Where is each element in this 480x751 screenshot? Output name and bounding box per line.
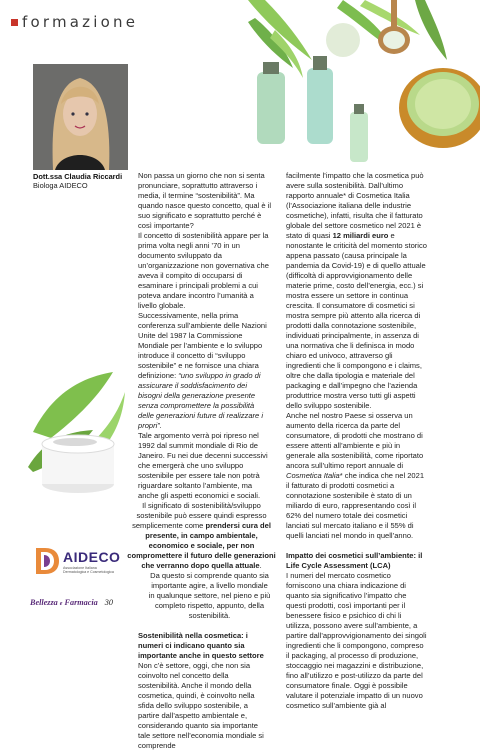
magazine-brand	[30, 598, 98, 607]
cosmetics-still-life-image	[215, 0, 480, 190]
paragraph	[126, 501, 277, 571]
wicker-ball	[326, 23, 360, 57]
author-portrait	[33, 64, 128, 170]
text-run: * che indica che nel 2021 il fatturato di prodotti cosmetici a connotazione sostenibile è stato di un miliardo di euro, rappresentando così il 62% del numero totale dei cosmetici lanciati sul mercato italiano e il 55% di quelli lanciati nel mondo in quell’anno.	[286, 471, 425, 540]
author-name: Dott.ssa Claudia Riccardi	[33, 172, 123, 181]
bowl	[399, 68, 480, 148]
author-credit	[33, 172, 122, 190]
aideco-logo-subtitle: Associazione Italiana Dermatologica e Cosmetologica	[63, 566, 114, 574]
text-run: Cosmetica Italia	[286, 471, 340, 480]
aideco-logo-icon	[33, 546, 63, 576]
aideco-logo-name: AIDECO	[63, 549, 121, 565]
paragraph: Non passa un giorno che non si senta pronunciare, soprattutto attraverso i media, il termine “sostenibilità”. Ma quando nasce questo concetto, qual è il suo significato e soprattutto perché è così importante?	[138, 171, 272, 230]
section-header	[11, 13, 138, 31]
paragraph: Il concetto di sostenibilità appare per la prima volta negli anni ’70 in un documento sviluppato da un’organizzazione non governativa che aveva il compito di occuparsi di esaminare i principali problemi a cui poteva andare incontro l’umanità a livello globale.	[138, 231, 269, 310]
text-run: Anche nel nostro Paese si osserva un aumento della ricerca da parte del consumatore, di prodotti che mostrano di essere attenti all’ambiente e più in generale alla sostenibilità, come riportato ancora sull’ultimo report annuale di	[286, 411, 424, 470]
definition-quote: “uno sviluppo in grado di assicurare il soddisfacimento dei bisogni della generazione presente senza compromettere la possibilità delle generazioni future di realizzare i propri”.	[138, 371, 264, 430]
brand-part: e	[59, 601, 63, 607]
subheading: Impatto dei cosmetici sull’ambiente: il Life Cycle Assessment (LCA)	[286, 551, 423, 570]
author-role: Biologa AIDECO	[33, 181, 88, 190]
paragraph	[138, 311, 271, 431]
cosmetic-jar-image	[23, 372, 128, 497]
highlighted-figure: 12 miliardi euro	[332, 231, 389, 240]
subheading: Sostenibilità nella cosmetica: i numeri ci indicano quanto sia importante anche in questo settore	[138, 631, 264, 660]
article-column-2	[286, 171, 427, 711]
text-run: facilmente l’impatto che la cosmetica può avere sulla sostenibilità. Dall’ultimo rapporto annuale* di Cosmetica Italia (l’Associazione italiana delle industrie cosmetiche), infatti, risulta che il fatturato globale del settore cosmetico nel 2021 è stato di quasi	[286, 171, 424, 240]
paragraph: I numeri del mercato cosmetico forniscono una chiara indicazione di quanto sia significativo l’impatto che questi prodotti, così importanti per il benessere fisico e psichico di chi li utilizza, possono avere sull’ambiente, a partire dall’approvvigionamento dei singoli ingredienti che li compongono, compreso il packaging, al processo di produzione, stoccaggio nei magazzini e distribuzione, fino all’utilizzo e post-utilizzo da parte del consumatore finale. Oggi è possibile valutare il potenziale impatto di un nuovo cosmetico sull’ambiente già al	[286, 571, 427, 710]
page-footer	[30, 598, 113, 607]
text-run: Il significato di sostenibilità/sviluppo sostenibile può essere quindi espresso semplicemente come	[132, 501, 267, 530]
paragraph: Da questo si comprende quanto sia importante agire, a livello mondiale in qualunque settore, nel pieno e più completo rispetto, appunto, della sostenibilità.	[148, 571, 271, 620]
page-number: 30	[104, 598, 113, 607]
text-run: e nonostante le criticità del momento storico appena passato (causa principale la pandemia da Covid-19) e di quello attuale (difficoltà di approvvigionamento delle materie prime, costo dell’energia, ecc.) si mostra essere un settore in continua crescita. Il consumatore di cosmetici si mostra sempre più attento alla ricerca di prodotti dalla connotazione sostenibile, individuati principalmente, in assenza di una normativa che li definisca in modo chiaro ed univoco, attraverso gli ingredienti che li compongono e i claims, oltre che dalla tipologia e materiale del packaging e dall’impegno che l’azienda produttrice mostra verso tutti gli aspetti dello sviluppo sostenibile.	[286, 231, 427, 410]
paragraph: Non c’è settore, oggi, che non sia coinvolto nel concetto della sostenibilità. Anche il mondo della cosmetica, quindi, è coinvolto nella sfida dello sviluppo sostenibile, a partire dall’aspetto ambientale e, considerando quanto sia importante tale settore nell’economia mondiale si comprende	[138, 661, 264, 750]
highlighted-definition: prendersi cura del presente, in campo ambientale, economico e sociale, per non compromettere il futuro delle generazioni che verranno dopo quella attuale	[127, 521, 276, 570]
section-marker-icon	[11, 19, 18, 26]
paragraph: Tale argomento verrà poi ripreso nel 1992 dal summit mondiale di Rio de Janeiro. Fu nei due decenni successivi che emergerà che uno sviluppo sostenibile per essere tale non potrà riguardare soltanto l’ambiente, ma anche gli aspetti economici e sociali.	[138, 431, 268, 500]
paragraph	[286, 411, 427, 541]
brand-part: Bellezza	[30, 598, 58, 607]
brand-part: Farmacia	[64, 598, 98, 607]
glass-bottles	[257, 56, 368, 162]
text-run: Successivamente, nella prima conferenza sull’ambiente delle Nazioni Unite del 1987 la Commissione Mondiale per l’ambiente e lo sviluppo introduce il concetto di “sviluppo sostenibile” e ne fornisce una chiara definizione:	[138, 311, 267, 380]
text-run: .	[259, 561, 262, 570]
section-title: formazione	[22, 13, 139, 31]
article-column-1	[127, 171, 276, 751]
paragraph	[286, 171, 427, 411]
